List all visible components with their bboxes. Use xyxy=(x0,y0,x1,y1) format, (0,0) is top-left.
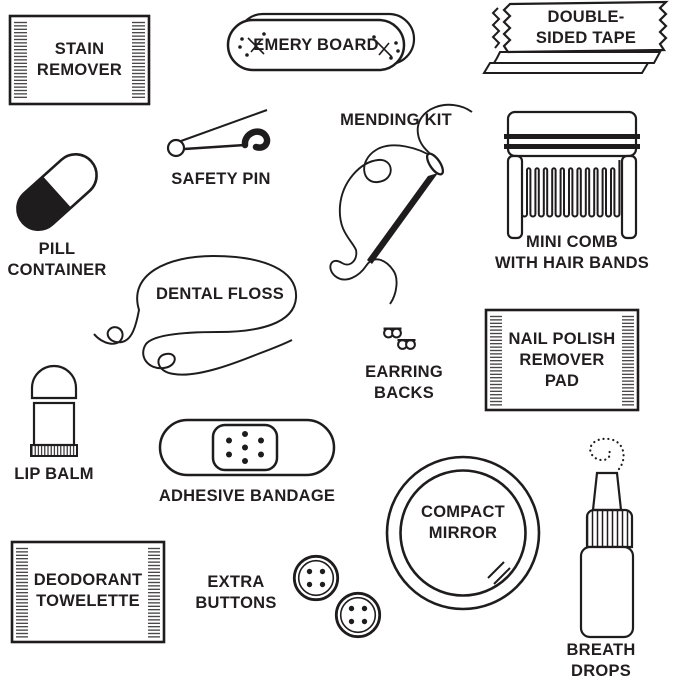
item-nail-polish-remover-pad xyxy=(484,308,640,412)
earring-backs-label: EARRING BACKS xyxy=(365,363,443,402)
pill-container-label: PILL CONTAINER xyxy=(7,240,107,279)
item-deodorant-towelette xyxy=(10,540,166,644)
item-mending-kit xyxy=(300,98,480,313)
double-sided-tape-label: DOUBLE- SIDED TAPE xyxy=(535,8,637,47)
item-emery-board xyxy=(226,12,418,74)
lip-balm-tube-icon xyxy=(24,360,84,458)
stain-remover-label: STAIN REMOVER xyxy=(36,40,123,79)
item-lip-balm xyxy=(14,360,132,490)
item-compact-mirror xyxy=(382,452,544,614)
adhesive-bandage-icon xyxy=(158,418,336,478)
deodorant-towelette-label: DEODORANT TOWELETTE xyxy=(33,571,143,610)
earring-backs-icon xyxy=(380,324,428,360)
nail-polish-remover-pad-label: NAIL POLISH REMOVER PAD xyxy=(508,330,616,390)
pill-capsule-icon xyxy=(5,140,110,245)
breath-drops-label: BREATH DROPS xyxy=(566,641,636,680)
item-earring-backs xyxy=(365,324,496,410)
item-double-sided-tape xyxy=(462,0,678,78)
item-mini-comb xyxy=(494,110,650,280)
mini-comb-label: MINI COMB WITH HAIR BANDS xyxy=(494,233,650,272)
compact-mirror-label: COMPACT MIRROR xyxy=(421,503,505,542)
item-stain-remover xyxy=(8,14,151,106)
hair-band-icon xyxy=(504,134,640,139)
lip-balm-label: LIP BALM xyxy=(14,465,94,483)
scent-swirl-icon xyxy=(590,439,623,469)
hair-band-icon xyxy=(504,144,640,149)
comb-with-hair-bands-icon xyxy=(502,110,642,242)
extra-buttons-label: EXTRA BUTTONS xyxy=(195,573,277,612)
safety-pin-label: SAFETY PIN xyxy=(171,170,271,188)
emery-board-label: EMERY BOARD xyxy=(253,36,379,54)
safety-pin-icon xyxy=(165,103,277,165)
dental-floss-label: DENTAL FLOSS xyxy=(156,285,284,303)
dropper-bottle-icon xyxy=(545,433,655,643)
item-extra-buttons xyxy=(184,553,384,643)
adhesive-bandage-label: ADHESIVE BANDAGE xyxy=(158,487,336,505)
item-breath-drops xyxy=(545,433,657,683)
item-adhesive-bandage xyxy=(158,418,352,510)
buttons-icon xyxy=(333,590,383,640)
mending-kit-label: MENDING KIT xyxy=(340,111,452,129)
item-safety-pin xyxy=(165,103,293,195)
